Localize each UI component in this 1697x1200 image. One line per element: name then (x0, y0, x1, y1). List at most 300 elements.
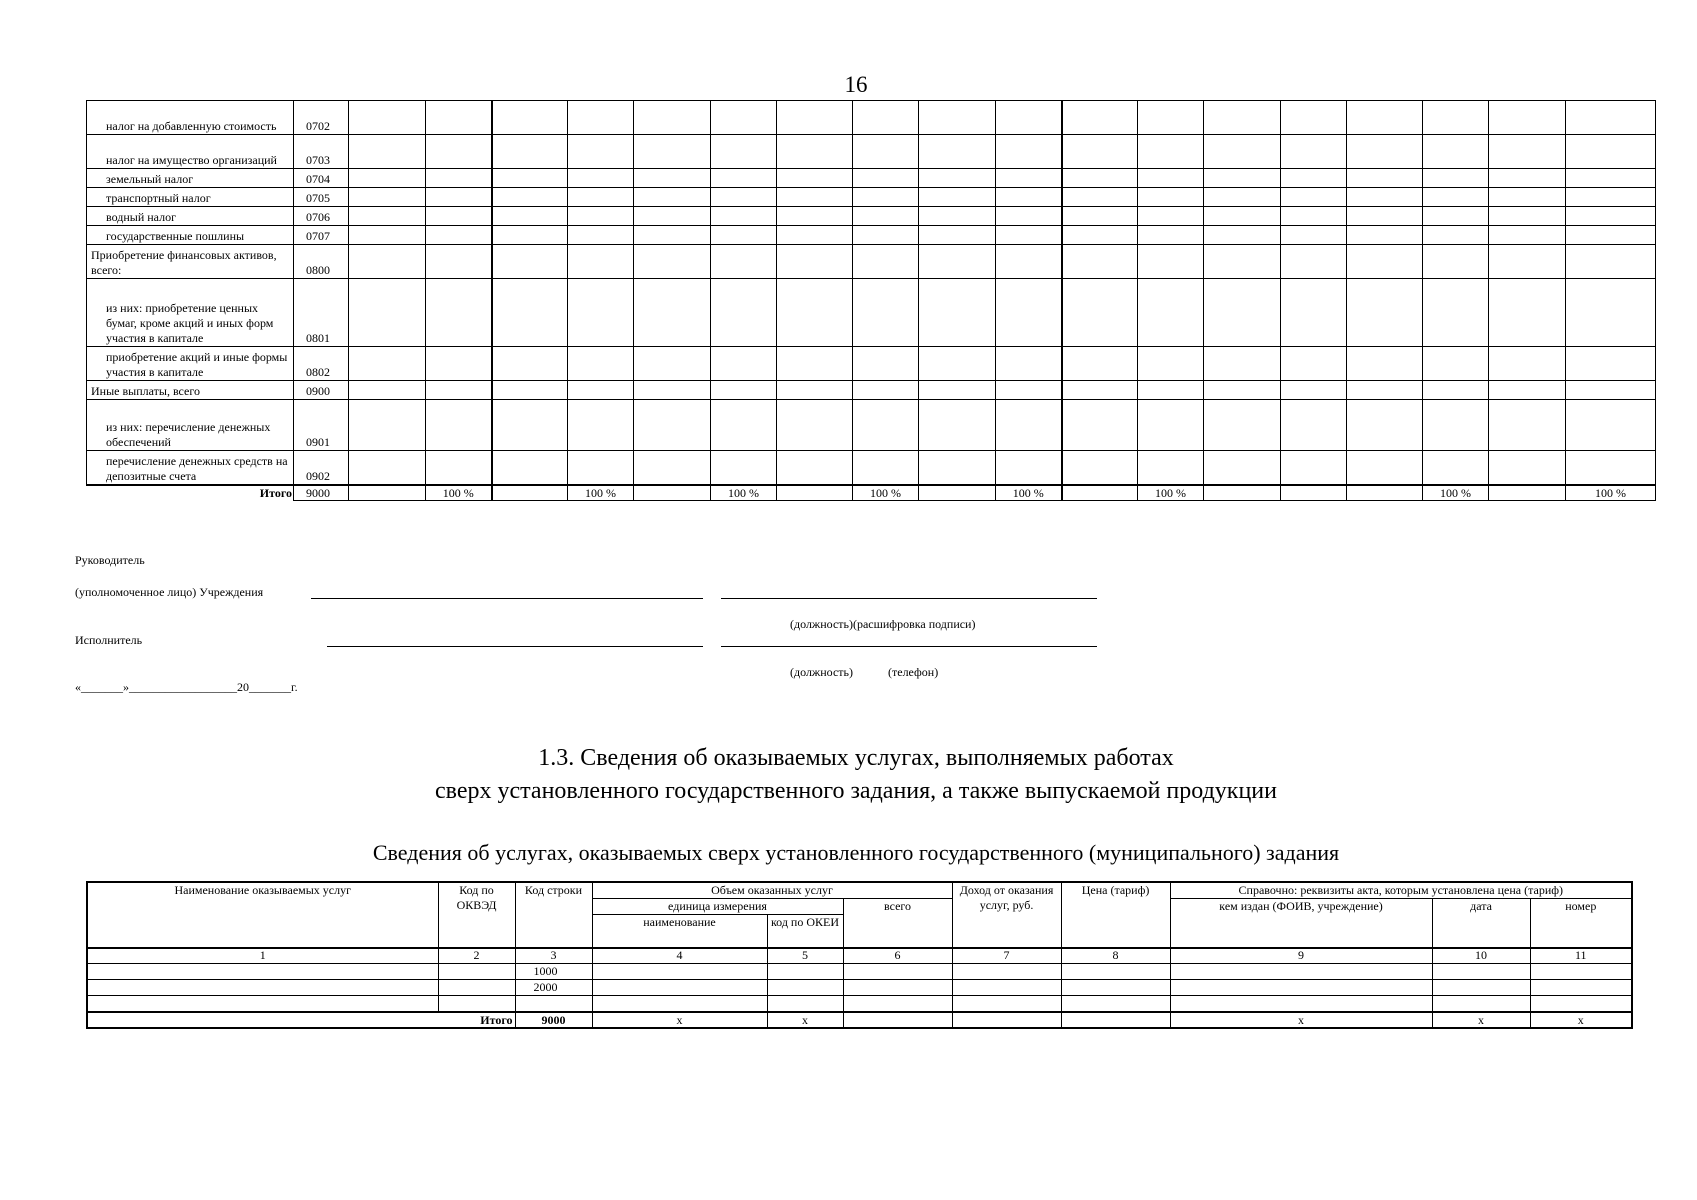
expense-cell (1281, 226, 1347, 245)
header-row-code: Код строки (515, 882, 592, 948)
executor-phone-line (721, 646, 1097, 647)
expense-cell (1204, 245, 1281, 279)
expense-cell (1138, 451, 1204, 485)
expense-row (87, 279, 1656, 347)
expense-cell (634, 400, 711, 451)
expense-cell (1062, 169, 1138, 188)
expense-cell (492, 169, 568, 188)
expense-cell (426, 226, 492, 245)
services-total-c7 (952, 1012, 1061, 1028)
expense-row-name: водный налог (87, 207, 294, 226)
expense-cell (1566, 400, 1656, 451)
expense-cell (1281, 279, 1347, 347)
expense-row-code: 0902 (294, 451, 349, 485)
expense-cell (1566, 245, 1656, 279)
expense-cell (1347, 400, 1423, 451)
expense-cell (1489, 101, 1566, 135)
expense-cell (568, 169, 634, 188)
expense-cell (634, 245, 711, 279)
expense-cell (1062, 400, 1138, 451)
expense-cell (1566, 207, 1656, 226)
expense-cell (492, 451, 568, 485)
expense-cell (1062, 207, 1138, 226)
expense-cell (634, 101, 711, 135)
service-cell (592, 996, 767, 1013)
expense-cell (1062, 347, 1138, 381)
expense-row (87, 188, 1656, 207)
expense-cell (634, 226, 711, 245)
expense-row-name: транспортный налог (87, 188, 294, 207)
expense-cell (996, 169, 1062, 188)
header-okei: код по ОКЕИ (767, 915, 843, 949)
expense-cell (777, 169, 853, 188)
expense-row-code: 0900 (294, 381, 349, 400)
expense-cell (1347, 101, 1423, 135)
expense-row (87, 245, 1656, 279)
expense-cell (634, 451, 711, 485)
expense-cell (1204, 188, 1281, 207)
expense-cell (1347, 207, 1423, 226)
expense-cell (568, 135, 634, 169)
expense-cell (634, 207, 711, 226)
expense-cell (349, 381, 426, 400)
header-okved: Код по ОКВЭД (438, 882, 515, 948)
service-cell (1432, 996, 1530, 1013)
service-cell (438, 980, 515, 996)
expense-cell (919, 245, 996, 279)
expense-cell (711, 245, 777, 279)
expense-row-name: перечисление денежных средств на депозитные счета (87, 451, 294, 485)
expense-cell (1347, 279, 1423, 347)
service-cell (843, 996, 952, 1013)
expense-cell (996, 400, 1062, 451)
expense-cell (349, 279, 426, 347)
expense-cell (1062, 279, 1138, 347)
service-cell (87, 996, 438, 1013)
expense-cell (996, 135, 1062, 169)
services-total-x9: х (1170, 1012, 1432, 1028)
expense-cell (1489, 381, 1566, 400)
expense-row (87, 381, 1656, 400)
expense-cell (1489, 279, 1566, 347)
page-number: 16 (844, 72, 868, 97)
expense-cell (492, 207, 568, 226)
section-title (0, 742, 1697, 808)
services-total-code: 9000 (515, 1012, 592, 1028)
expense-cell (1062, 188, 1138, 207)
service-row-code: 1000 (515, 964, 592, 980)
expense-row-code: 0707 (294, 226, 349, 245)
expense-row-code: 0901 (294, 400, 349, 451)
expense-row-code: 0800 (294, 245, 349, 279)
service-cell (952, 996, 1061, 1013)
expense-cell (634, 188, 711, 207)
header-number: номер (1530, 899, 1632, 949)
header-unit: единица измерения (592, 899, 843, 915)
expense-row-name: Приобретение финансовых активов, всего: (87, 245, 294, 279)
expense-cell (349, 135, 426, 169)
expense-cell (777, 207, 853, 226)
expense-cell (919, 381, 996, 400)
executor-label: Исполнитель (75, 633, 143, 647)
expense-cell (996, 279, 1062, 347)
expense-cell (1423, 101, 1489, 135)
expense-row-code: 0706 (294, 207, 349, 226)
expense-cell (996, 347, 1062, 381)
expense-total-cell: 100 % (711, 485, 777, 501)
services-total-c8 (1061, 1012, 1170, 1028)
expense-cell (919, 188, 996, 207)
column-number: 2 (438, 948, 515, 964)
expense-row-name: из них: перечисление денежных обеспечений (87, 400, 294, 451)
expense-row-code: 0802 (294, 347, 349, 381)
expense-cell (1423, 245, 1489, 279)
service-row (87, 980, 1632, 996)
expense-cell (1423, 135, 1489, 169)
expense-cell (919, 101, 996, 135)
expense-cell (1423, 169, 1489, 188)
service-row (87, 964, 1632, 980)
head-name-line (721, 598, 1097, 599)
column-number: 5 (767, 948, 843, 964)
expense-cell (426, 188, 492, 207)
header-total: всего (843, 899, 952, 949)
expense-cell (1347, 135, 1423, 169)
expense-cell (853, 188, 919, 207)
expense-cell (777, 279, 853, 347)
expense-cell (492, 101, 568, 135)
expense-cell (1138, 279, 1204, 347)
expense-total-cell (349, 485, 426, 501)
expense-total-row (87, 485, 1656, 501)
expense-cell (1204, 135, 1281, 169)
expense-cell (492, 381, 568, 400)
expense-cell (1347, 169, 1423, 188)
expense-total-cell (1281, 485, 1347, 501)
expense-cell (853, 226, 919, 245)
expense-cell (426, 279, 492, 347)
service-row-code: 2000 (515, 980, 592, 996)
expense-cell (1423, 279, 1489, 347)
expense-cell (426, 381, 492, 400)
expense-cell (1489, 347, 1566, 381)
expense-cell (1566, 347, 1656, 381)
service-cell (952, 964, 1061, 980)
expense-cell (349, 451, 426, 485)
header-price: Цена (тариф) (1061, 882, 1170, 948)
expense-total-cell (634, 485, 711, 501)
expense-cell (853, 245, 919, 279)
expense-cell (919, 279, 996, 347)
expense-row-name: налог на добавленную стоимость (87, 101, 294, 135)
expense-cell (996, 245, 1062, 279)
expense-cell (1281, 169, 1347, 188)
expense-cell (1138, 400, 1204, 451)
service-cell (1530, 980, 1632, 996)
service-cell (843, 964, 952, 980)
expense-cell (349, 400, 426, 451)
expense-cell (1489, 207, 1566, 226)
column-number: 10 (1432, 948, 1530, 964)
expense-cell (1281, 347, 1347, 381)
expense-cell (1138, 245, 1204, 279)
expense-cell (1204, 381, 1281, 400)
service-cell (1061, 964, 1170, 980)
expense-cell (853, 451, 919, 485)
services-total-x4: х (592, 1012, 767, 1028)
expense-row-code: 0704 (294, 169, 349, 188)
expense-cell (634, 347, 711, 381)
expense-cell (1423, 207, 1489, 226)
expense-row-code: 0705 (294, 188, 349, 207)
expense-cell (711, 135, 777, 169)
expense-row (87, 169, 1656, 188)
expense-cell (492, 400, 568, 451)
expense-cell (568, 279, 634, 347)
expense-cell (1566, 169, 1656, 188)
expense-total-cell: 100 % (1566, 485, 1656, 501)
expense-cell (711, 381, 777, 400)
expense-cell (996, 207, 1062, 226)
expense-cell (777, 451, 853, 485)
expense-cell (1138, 347, 1204, 381)
service-cell (1170, 964, 1432, 980)
expense-cell (996, 188, 1062, 207)
expense-cell (853, 347, 919, 381)
service-cell (1061, 996, 1170, 1013)
service-row-code (515, 996, 592, 1013)
expense-cell (711, 188, 777, 207)
service-cell (438, 996, 515, 1013)
service-cell (592, 980, 767, 996)
expense-cell (777, 226, 853, 245)
expense-cell (711, 451, 777, 485)
expense-cell (492, 188, 568, 207)
expense-cell (777, 135, 853, 169)
expense-cell (853, 135, 919, 169)
expense-cell (853, 400, 919, 451)
expense-cell (1347, 451, 1423, 485)
service-cell (767, 964, 843, 980)
expense-row (87, 207, 1656, 226)
expense-cell (634, 169, 711, 188)
expense-cell (1347, 347, 1423, 381)
column-number: 3 (515, 948, 592, 964)
column-number: 7 (952, 948, 1061, 964)
executor-caption-position: (должность) (790, 665, 853, 679)
expense-cell (711, 279, 777, 347)
service-cell (1170, 996, 1432, 1013)
expense-cell (777, 188, 853, 207)
expense-cell (711, 207, 777, 226)
section-title-line1: 1.3. Сведения об оказываемых услугах, выполняемых работах (538, 745, 1174, 771)
expense-cell (568, 400, 634, 451)
header-volume: Объем оказанных услуг (592, 882, 952, 899)
expense-cell (1566, 135, 1656, 169)
header-unit-name: наименование (592, 915, 767, 949)
expense-cell (1138, 101, 1204, 135)
expense-total-cell (1062, 485, 1138, 501)
expense-cell (568, 101, 634, 135)
header-service-name: Наименование оказываемых услуг (87, 882, 438, 948)
expense-cell (1138, 169, 1204, 188)
expense-cell (1281, 245, 1347, 279)
expense-cell (349, 207, 426, 226)
services-total-x5: х (767, 1012, 843, 1028)
expense-cell (777, 381, 853, 400)
expense-cell (777, 245, 853, 279)
expense-cell (919, 451, 996, 485)
expense-row-name: налог на имущество организаций (87, 135, 294, 169)
expense-cell (426, 207, 492, 226)
expense-total-cell: 100 % (426, 485, 492, 501)
expense-row (87, 451, 1656, 485)
executor-caption-phone: (телефон) (888, 665, 939, 679)
expense-cell (919, 207, 996, 226)
expense-cell (1489, 245, 1566, 279)
expense-cell (1204, 400, 1281, 451)
column-number: 9 (1170, 948, 1432, 964)
service-cell (1061, 980, 1170, 996)
expense-cell (1423, 400, 1489, 451)
executor-position-line (327, 646, 703, 647)
expense-cell (1489, 135, 1566, 169)
expense-cell (568, 451, 634, 485)
expense-cell (1204, 207, 1281, 226)
expense-cell (996, 226, 1062, 245)
expense-cell (853, 279, 919, 347)
service-cell (87, 980, 438, 996)
expenses-table (86, 100, 1656, 501)
expense-cell (1062, 451, 1138, 485)
expense-cell (492, 135, 568, 169)
expense-cell (711, 400, 777, 451)
expense-cell (1138, 226, 1204, 245)
expense-cell (1347, 226, 1423, 245)
expense-cell (426, 169, 492, 188)
service-cell (1432, 964, 1530, 980)
expense-cell (853, 207, 919, 226)
column-number: 1 (87, 948, 438, 964)
expense-cell (1062, 245, 1138, 279)
expense-cell (1204, 226, 1281, 245)
expense-cell (349, 101, 426, 135)
expense-cell (711, 101, 777, 135)
expense-cell (711, 226, 777, 245)
expense-cell (492, 347, 568, 381)
service-row (87, 996, 1632, 1013)
service-cell (592, 964, 767, 980)
expense-cell (853, 381, 919, 400)
expense-total-cell: 100 % (1138, 485, 1204, 501)
header-date: дата (1432, 899, 1530, 949)
expense-cell (1566, 381, 1656, 400)
services-total-c6 (843, 1012, 952, 1028)
expense-cell (1489, 226, 1566, 245)
expense-cell (426, 347, 492, 381)
expense-cell (1281, 400, 1347, 451)
expense-cell (1281, 188, 1347, 207)
expense-cell (426, 101, 492, 135)
expense-cell (634, 135, 711, 169)
expense-row (87, 226, 1656, 245)
expense-cell (996, 381, 1062, 400)
expense-cell (1204, 101, 1281, 135)
service-cell (767, 980, 843, 996)
service-cell (767, 996, 843, 1013)
head-label: Руководитель (75, 553, 145, 567)
expense-cell (349, 347, 426, 381)
services-total-label: Итого (87, 1012, 515, 1028)
expense-total-label: Итого (87, 485, 294, 501)
expense-row (87, 101, 1656, 135)
date-line: «_______»__________________20_______г. (75, 680, 298, 694)
expense-cell (853, 169, 919, 188)
head-signature-line (311, 598, 703, 599)
head-caption: (должность)(расшифровка подписи) (790, 617, 976, 631)
expense-cell (1423, 381, 1489, 400)
expense-cell (349, 188, 426, 207)
expense-cell (1281, 207, 1347, 226)
expense-row-name: Иные выплаты, всего (87, 381, 294, 400)
expense-cell (711, 347, 777, 381)
header-income: Доход от оказания услуг, руб. (952, 882, 1061, 948)
expense-cell (492, 226, 568, 245)
expense-cell (1281, 101, 1347, 135)
expense-cell (1566, 226, 1656, 245)
header-reference: Справочно: реквизиты акта, которым установлена цена (тариф) (1170, 882, 1632, 899)
expense-cell (1566, 451, 1656, 485)
expense-cell (426, 135, 492, 169)
expense-cell (1204, 169, 1281, 188)
header-issued-by: кем издан (ФОИВ, учреждение) (1170, 899, 1432, 949)
column-number: 4 (592, 948, 767, 964)
expense-cell (1062, 101, 1138, 135)
expense-total-cell: 100 % (1423, 485, 1489, 501)
expense-cell (1062, 226, 1138, 245)
services-total-x11: х (1530, 1012, 1632, 1028)
expense-cell (919, 347, 996, 381)
service-cell (87, 964, 438, 980)
expense-row-name: государственные пошлины (87, 226, 294, 245)
service-cell (952, 980, 1061, 996)
expense-cell (1138, 207, 1204, 226)
services-total-x10: х (1432, 1012, 1530, 1028)
expense-total-cell: 100 % (568, 485, 634, 501)
service-cell (1170, 980, 1432, 996)
expense-total-cell (492, 485, 568, 501)
column-number: 11 (1530, 948, 1632, 964)
expense-cell (568, 381, 634, 400)
expense-cell (1489, 400, 1566, 451)
expense-cell (1423, 451, 1489, 485)
expense-cell (492, 279, 568, 347)
expense-cell (1489, 451, 1566, 485)
expense-total-cell (777, 485, 853, 501)
expense-cell (492, 245, 568, 279)
expense-total-cell (1489, 485, 1566, 501)
expense-cell (919, 169, 996, 188)
service-cell (843, 980, 952, 996)
expense-cell (1062, 381, 1138, 400)
expense-row-code: 0702 (294, 101, 349, 135)
expense-cell (1423, 347, 1489, 381)
section-title-line2: сверх установленного государственного задания, а также выпускаемой продукции (435, 778, 1277, 804)
expense-cell (634, 381, 711, 400)
expense-cell (1138, 381, 1204, 400)
expense-cell (426, 400, 492, 451)
expense-cell (777, 347, 853, 381)
